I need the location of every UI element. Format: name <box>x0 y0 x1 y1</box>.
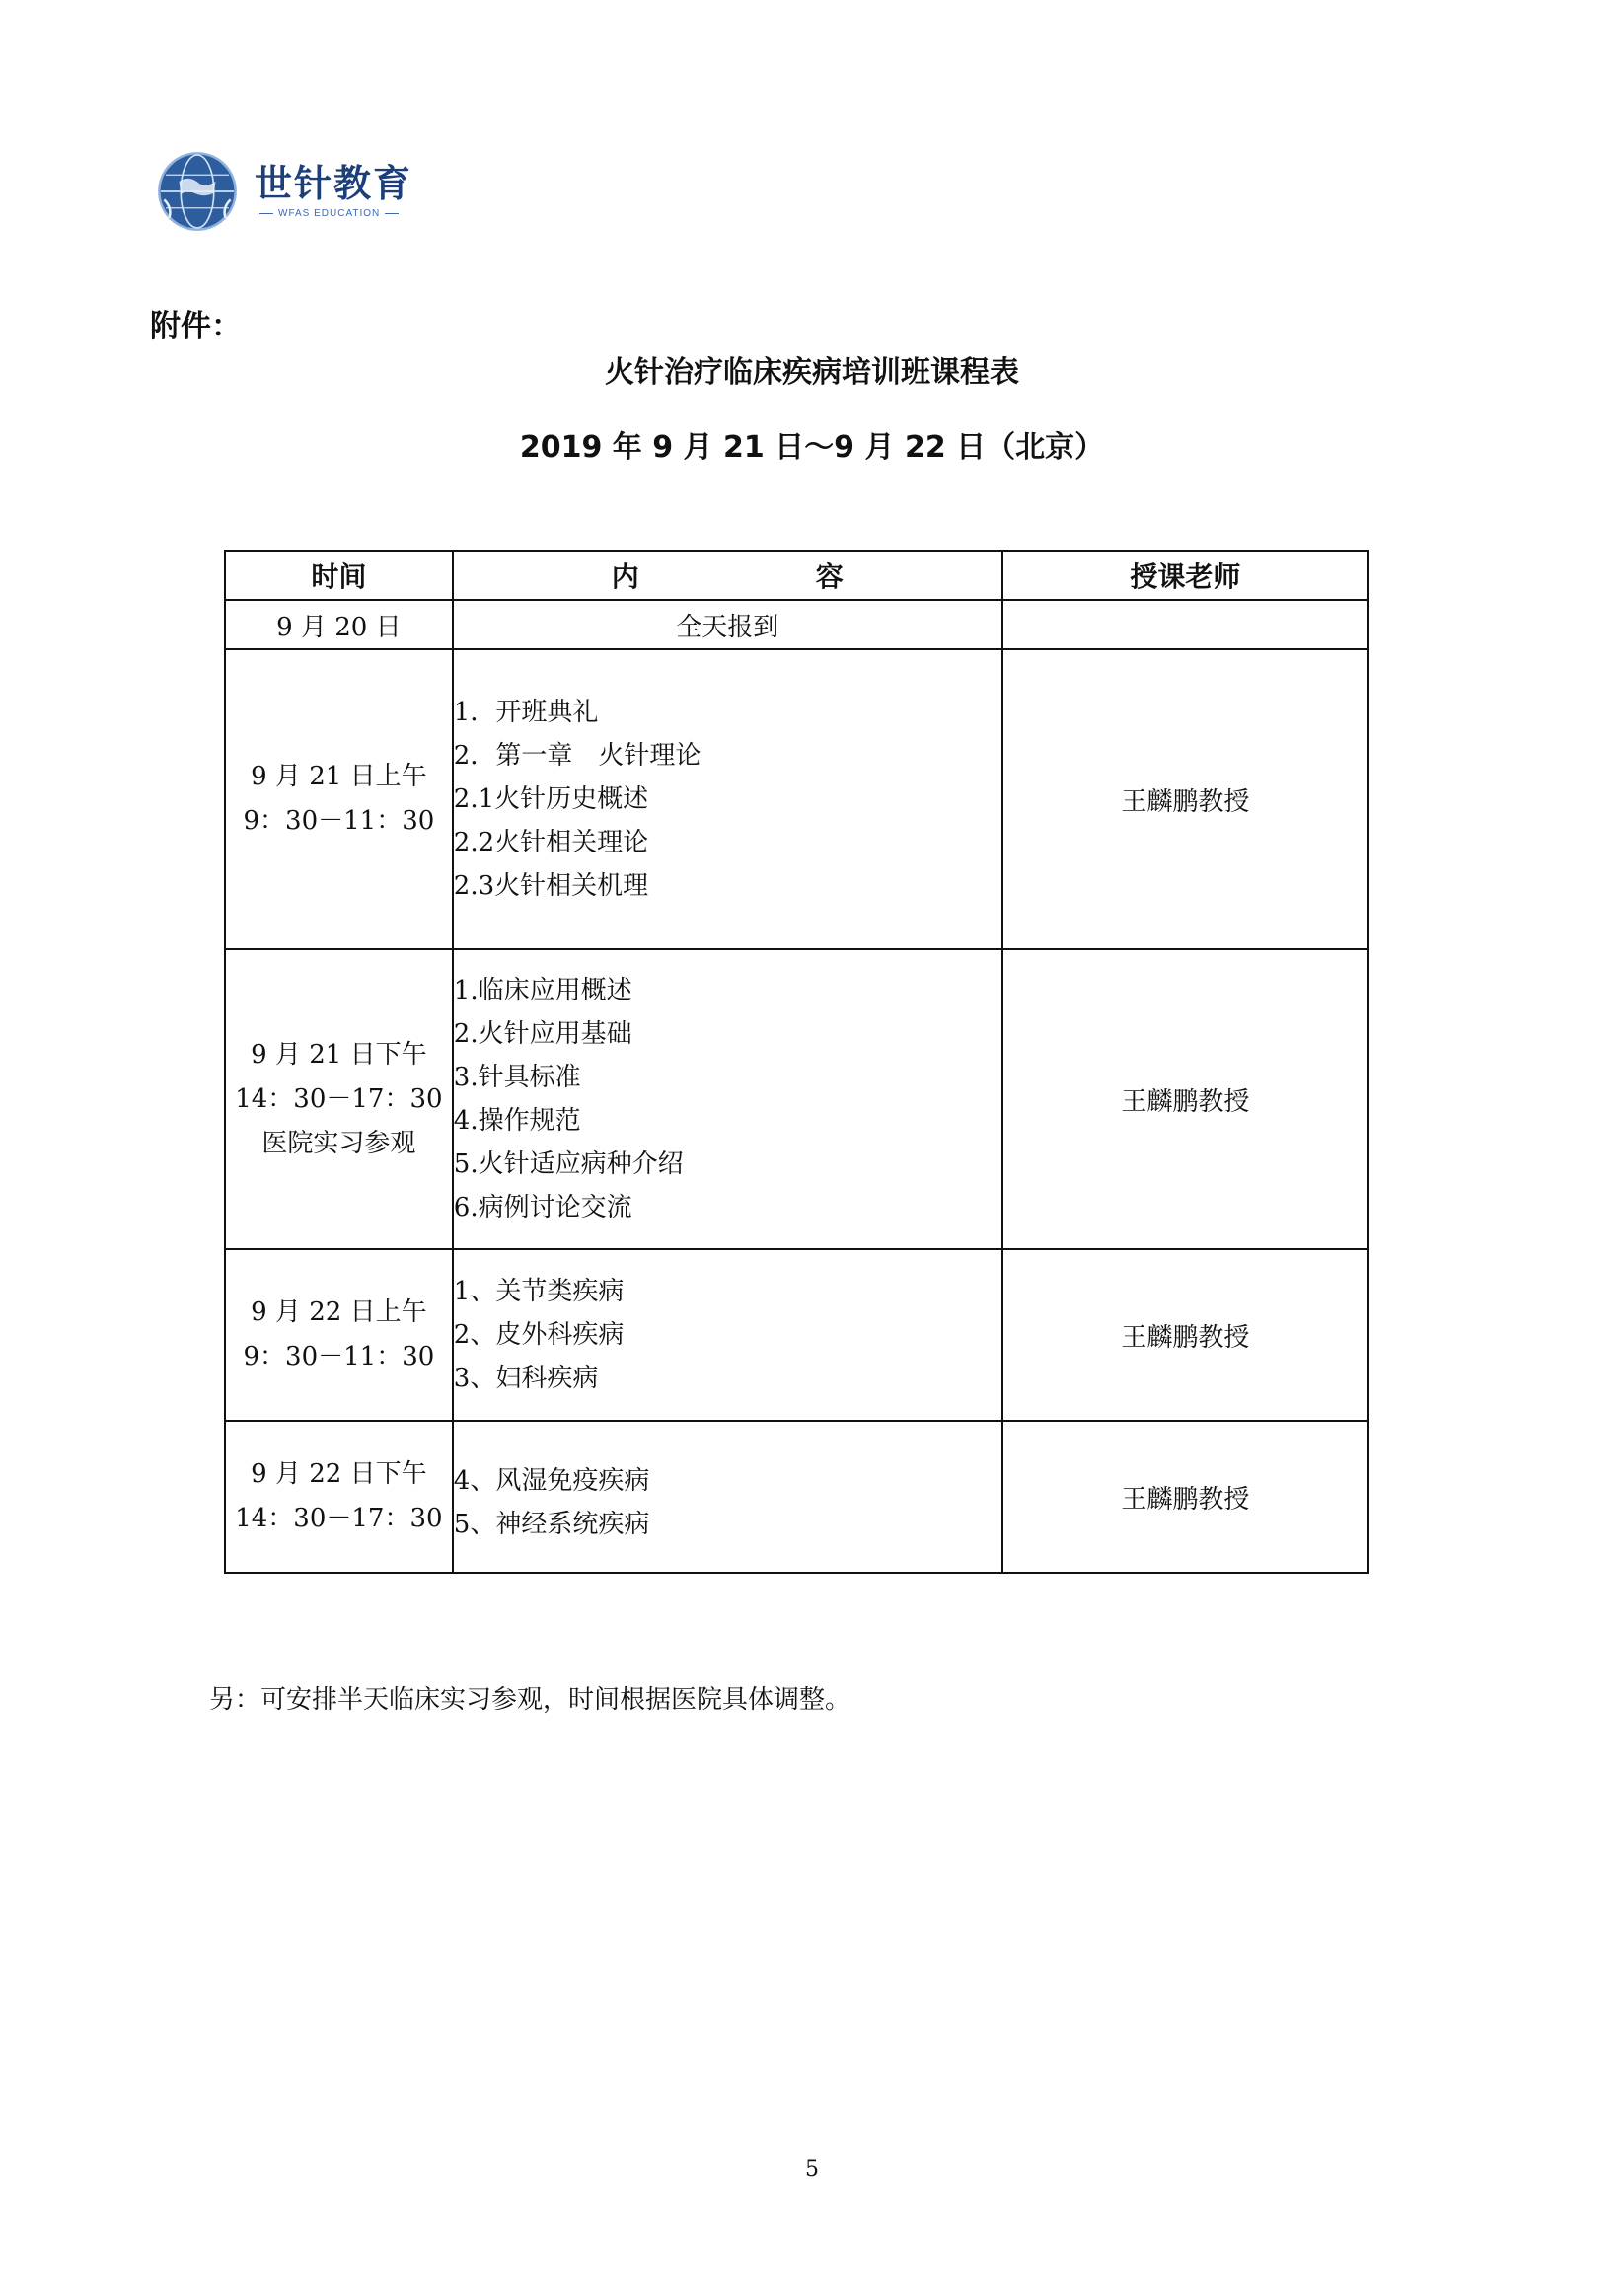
logo-rule-right <box>385 213 399 214</box>
table-row <box>225 1249 1368 1421</box>
list-item: 4、风湿免疫疾病 <box>453 1466 650 1496</box>
logo-rule-left <box>259 213 273 214</box>
table-header-row <box>225 551 1368 600</box>
session-content <box>453 1249 1002 1421</box>
globe-logo-icon <box>156 150 239 233</box>
time-line: 9 月 21 日下午 <box>251 1039 427 1070</box>
list-item: 2、皮外科疾病 <box>453 1320 625 1350</box>
list-item: 3、妇科疾病 <box>453 1364 599 1393</box>
table-row <box>225 649 1368 949</box>
time-line: 14：30－17：30 <box>235 1083 443 1114</box>
session-content <box>453 949 1002 1249</box>
registration-teacher <box>1002 600 1368 649</box>
list-item: 2.火针应用基础 <box>453 1019 632 1049</box>
page-title: 火针治疗临床疾病培训班课程表 <box>605 355 1019 390</box>
time-line: 9：30－11：30 <box>243 806 435 836</box>
time-line: 9：30－11：30 <box>243 1342 435 1371</box>
logo-subtitle: WFAS EDUCATION <box>278 207 381 219</box>
session-time <box>225 1421 453 1573</box>
registration-content: 全天报到 <box>453 600 1002 649</box>
attachment-label: 附件： <box>150 309 242 344</box>
list-item: 2.2火针相关理论 <box>453 828 649 857</box>
header-content-right: 容 <box>815 560 844 593</box>
list-item: 5.火针适应病种介绍 <box>453 1149 684 1179</box>
time-line: 9 月 22 日下午 <box>251 1459 427 1489</box>
logo <box>156 150 412 233</box>
header-content-left: 内 <box>611 560 639 593</box>
logo-name: 世针教育 <box>255 160 413 205</box>
list-item: 2．第一章 火针理论 <box>453 741 701 771</box>
time-line: 14：30－17：30 <box>235 1504 443 1533</box>
list-item: 3.针具标准 <box>453 1063 581 1092</box>
list-item: 1.临床应用概述 <box>453 976 632 1005</box>
time-line: 医院实习参观 <box>261 1128 416 1158</box>
logo-subtitle-row <box>255 208 412 219</box>
session-teacher: 王麟鹏教授 <box>1002 1421 1368 1573</box>
schedule-table <box>224 550 1369 1574</box>
list-item: 6.病例讨论交流 <box>453 1193 632 1222</box>
session-time <box>225 1249 453 1421</box>
registration-time: 9 月 20 日 <box>225 600 453 649</box>
session-teacher: 王麟鹏教授 <box>1002 649 1368 949</box>
session-teacher: 王麟鹏教授 <box>1002 1249 1368 1421</box>
session-teacher: 王麟鹏教授 <box>1002 949 1368 1249</box>
page-number: 5 <box>805 2157 819 2182</box>
header-teacher: 授课老师 <box>1002 551 1368 600</box>
table-row <box>225 600 1368 649</box>
footnote: 另：可安排半天临床实习参观，时间根据医院具体调整。 <box>209 1685 851 1715</box>
header-content <box>453 551 1002 600</box>
session-time <box>225 649 453 949</box>
list-item: 4.操作规范 <box>453 1106 581 1136</box>
page-subtitle: 2019 年 9 月 21 日～9 月 22 日（北京） <box>519 430 1105 465</box>
session-content <box>453 1421 1002 1573</box>
list-item: 1．开班典礼 <box>453 698 599 727</box>
list-item: 2.3火针相关机理 <box>453 871 649 901</box>
list-item: 5、神经系统疾病 <box>453 1510 650 1539</box>
session-time <box>225 949 453 1249</box>
header-time: 时间 <box>225 551 453 600</box>
table-row <box>225 949 1368 1249</box>
table-row <box>225 1421 1368 1573</box>
time-line: 9 月 21 日上午 <box>251 762 427 791</box>
time-line: 9 月 22 日上午 <box>251 1297 427 1327</box>
list-item: 1、关节类疾病 <box>453 1277 625 1306</box>
list-item: 2.1火针历史概述 <box>453 784 649 814</box>
session-content <box>453 649 1002 949</box>
